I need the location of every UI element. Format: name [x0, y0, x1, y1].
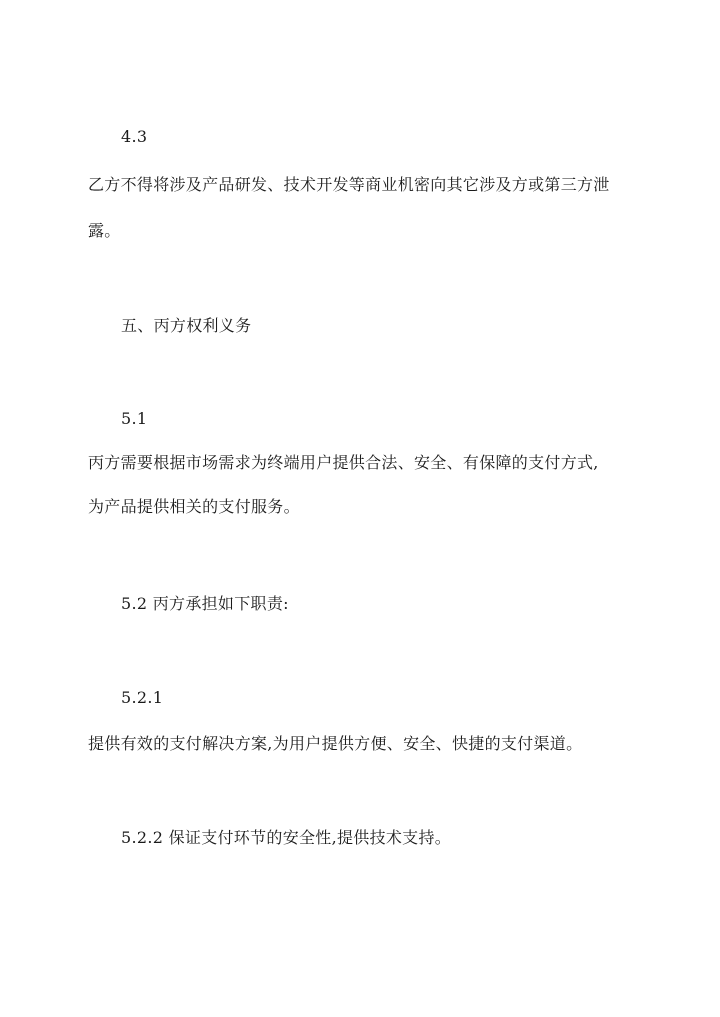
- clause-5-2-text: 5.2 丙方承担如下职责:: [121, 594, 289, 613]
- clause-5-2-1-text-line-1: 提供有效的支付解决方案,为用户提供方便、安全、快捷的支付渠道。: [88, 734, 583, 753]
- clause-5-2-1-number: 5.2.1: [121, 688, 164, 707]
- clause-4-3-number: 4.3: [121, 127, 148, 146]
- clause-5-1-number: 5.1: [121, 409, 148, 428]
- clause-5-2-2-text: 5.2.2 保证支付环节的安全性,提供技术支持。: [121, 828, 452, 847]
- clause-5-1-text-line-2: 为产品提供相关的支付服务。: [88, 497, 300, 516]
- clause-4-3-text-line-2: 露。: [88, 221, 121, 240]
- section-5-heading: 五、丙方权利义务: [121, 316, 252, 335]
- clause-4-3-text-line-1: 乙方不得将涉及产品研发、技术开发等商业机密向其它涉及方或第三方泄: [88, 175, 610, 194]
- clause-5-1-text-line-1: 丙方需要根据市场需求为终端用户提供合法、安全、有保障的支付方式,: [88, 453, 599, 472]
